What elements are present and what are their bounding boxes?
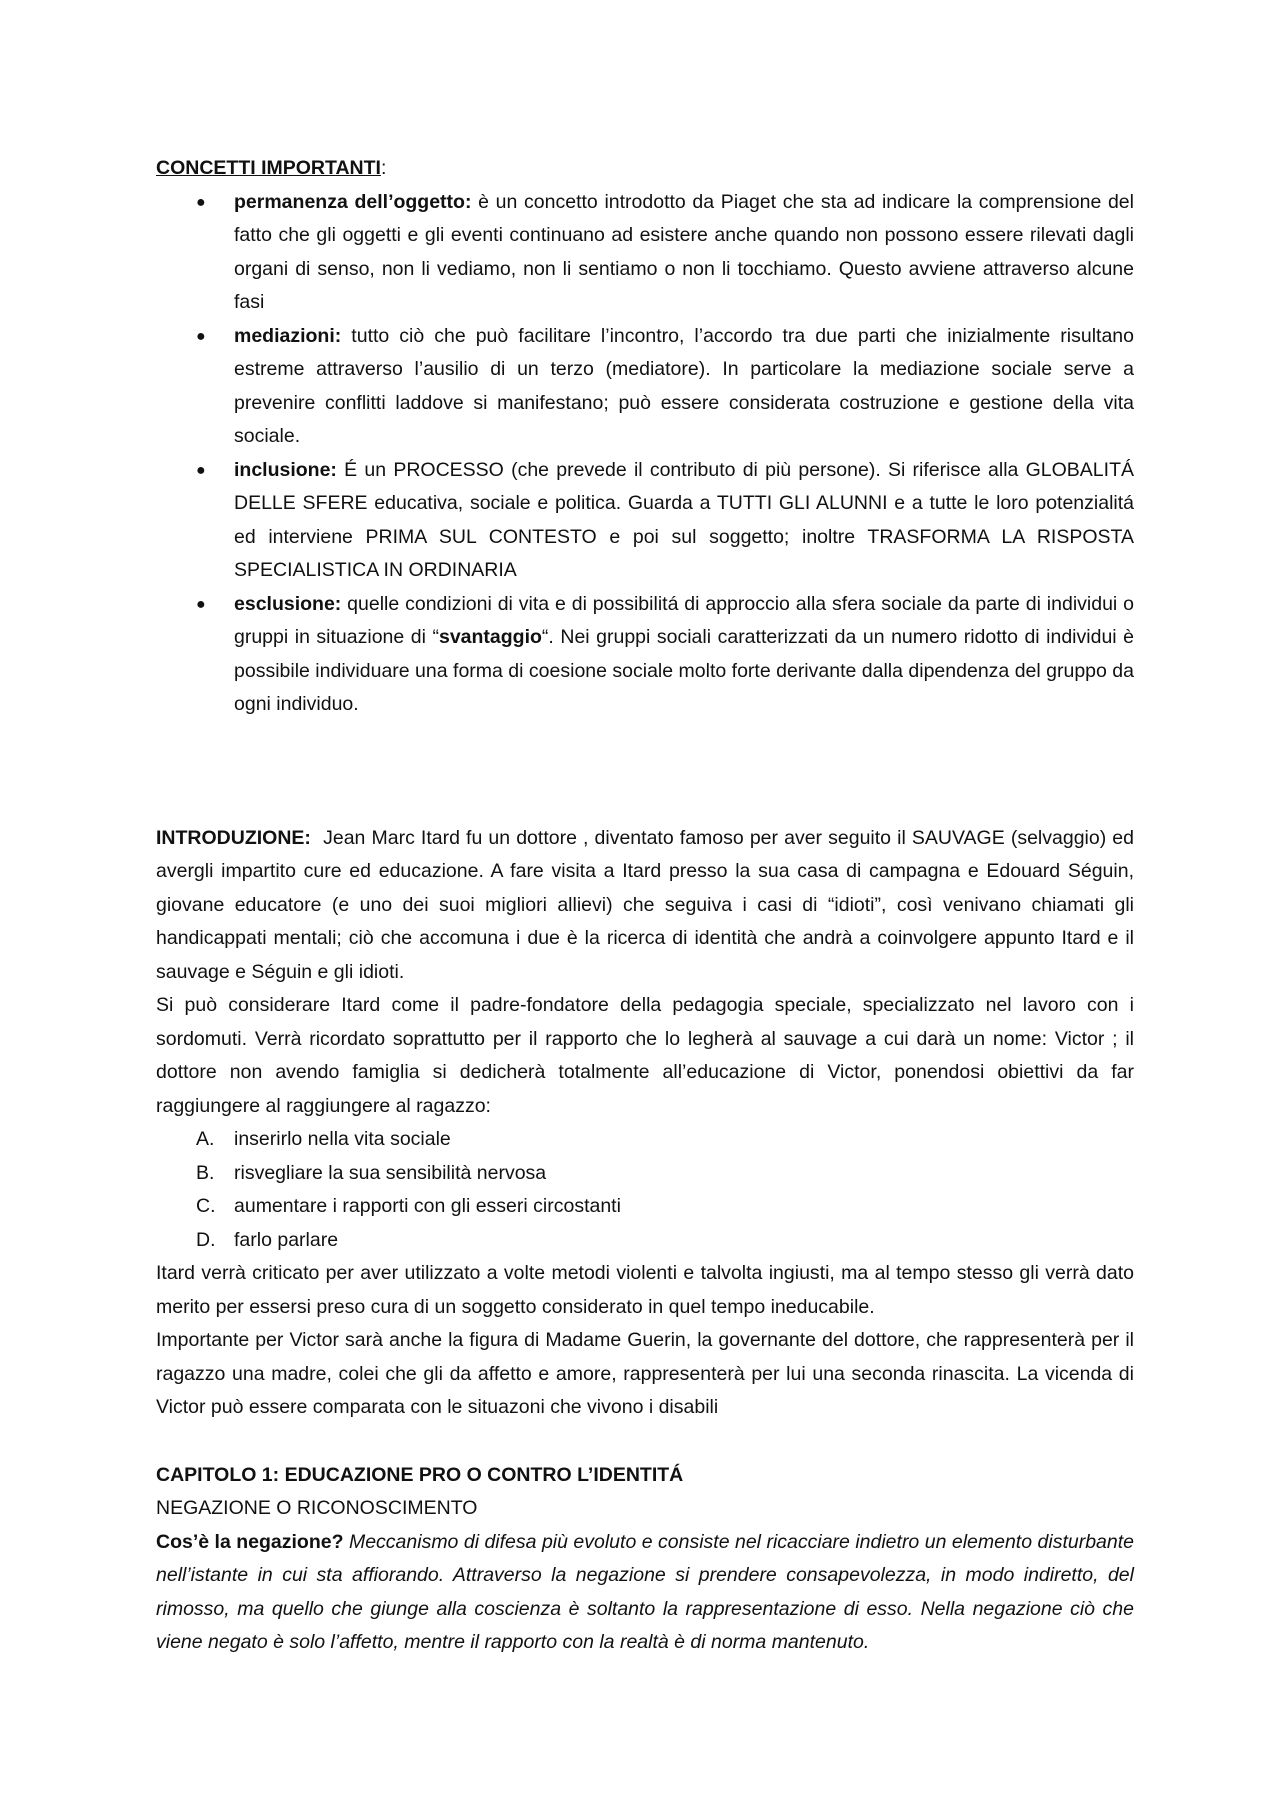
concepts-heading-colon: : xyxy=(380,157,387,179)
list-item xyxy=(196,320,1134,454)
intro-paragraph-3: Itard verrà criticato per aver utilizzato a volte metodi violenti e talvolta ingiusti, ma al tempo stesso gli verrà dato merito per essersi preso cura di un soggetto considerato in quel tempo ineducabile. xyxy=(156,1262,1134,1318)
list-marker: A. xyxy=(196,1128,215,1150)
bullet-icon: ● xyxy=(196,327,206,345)
bullet-icon: ● xyxy=(196,461,206,479)
list-item xyxy=(196,1190,1134,1224)
objective-text: farlo parlare xyxy=(234,1228,339,1251)
chapter-title-text: CAPITOLO 1: EDUCAZIONE PRO O CONTRO L’IDENTITÁ xyxy=(156,1463,684,1486)
concept-text: É un PROCESSO (che prevede il contributo di più persone). Si riferisce alla GLOBALITÁ DELLE SFERE educativa, sociale e politica. Guarda a TUTTI GLI ALUNNI e a tutte le loro potenzialitá ed interviene PRIMA SUL CONTESTO e poi sul soggetto; inoltre TRASFORMA LA RISPOSTA SPECIALISTICA IN ORDINARIA xyxy=(234,458,1134,581)
list-item xyxy=(196,1157,1134,1191)
concept-text: è un concetto introdotto da Piaget che sta ad indicare la comprensione del fatto che gli oggetti e gli eventi continuano ad esistere anche quando non possono essere rilevati dagli organi di senso, non li vediamo, non li sentiamo o non li tocchiamo. Questo avviene attraverso alcune fasi xyxy=(234,190,1134,313)
intro-label: INTRODUZIONE: xyxy=(156,826,311,849)
concept-term: inclusione: xyxy=(234,458,337,481)
concept-text: quelle condizioni di vita e di possibilitá di approccio alla sfera sociale da parte di individui o gruppi in situazione di “ xyxy=(234,592,1134,648)
objective-text: inserirlo nella vita sociale xyxy=(234,1128,451,1150)
objective-text: risvegliare la sua sensibilità nervosa xyxy=(234,1161,547,1184)
chapter-subtitle: NEGAZIONE O RICONOSCIMENTO xyxy=(156,1497,478,1519)
concept-bold-word: svantaggio xyxy=(438,626,542,648)
list-item xyxy=(196,454,1134,588)
concept-term: mediazioni: xyxy=(234,324,342,347)
intro-text-1: Jean Marc Itard fu un dottore , diventato famoso per aver seguito il SAUVAGE (selvaggio) ed avergli impartito cure ed educazione. A fare visita a Itard presso la sua casa di campagna e Edouard Séguin, giovane educatore (e uno dei suoi migliori allievi) che seguiva i casi di “idioti”, così venivano chiamati gli handicappati mentali; ciò che accomuna i due è la ricerca di identità che andrà a coinvolgere appunto Itard e il sauvage e Séguin e gli idioti. xyxy=(156,826,1145,983)
chapter-title xyxy=(156,1459,1134,1493)
intro-paragraph-4: Importante per Victor sarà anche la figura di Madame Guerin, la governante del dottore, che rappresenterà per il ragazzo una madre, colei che gli da affetto e amore, rappresenterà per lui una seconda rinascita. La vicenda di Victor può essere comparata con le situazoni che vivono i disabili xyxy=(156,1329,1134,1418)
section-spacer xyxy=(156,722,1134,822)
list-marker: B. xyxy=(196,1161,215,1184)
negation-paragraph xyxy=(156,1526,1134,1660)
bullet-icon: ● xyxy=(196,595,206,613)
document-page xyxy=(156,152,1145,1660)
list-marker: D. xyxy=(196,1228,216,1251)
concepts-heading: CONCETTI IMPORTANTI xyxy=(156,157,381,179)
negation-answer: Meccanismo di difesa più evoluto e consiste nel ricacciare indietro un elemento disturbante nell’istante in cui sta affiorando. Attraverso la negazione si prendere consapevolezza, in modo indiretto, del rimosso, ma quello che giunge alla coscienza è soltanto la rappresentazione di esso. Nella negazione ciò che viene negato è solo l’affetto, mentre il rapporto con la realtà è di norma mantenuto. xyxy=(156,1530,1134,1653)
negation-question: Cos’è la negazione? xyxy=(156,1530,344,1553)
intro-paragraph-2: Si può considerare Itard come il padre-fondatore della pedagogia speciale, specializzato nel lavoro con i sordomuti. Verrà ricordato soprattutto per il rapporto che lo legherà al sauvage a cui darà un nome: Victor ; il dottore non avendo famiglia si dedicherà totalmente all’educazione di Victor, ponendosi obiettivi da far raggiungere al raggiungere al ragazzo: xyxy=(156,994,1134,1117)
objective-text: aumentare i rapporti con gli esseri circostanti xyxy=(234,1195,621,1217)
section-spacer xyxy=(156,1425,1134,1459)
concepts-list xyxy=(156,186,1134,722)
concepts-heading-line xyxy=(156,152,1134,186)
list-marker: C. xyxy=(196,1195,216,1217)
list-item xyxy=(196,1224,1134,1258)
concept-term: permanenza dell’oggetto: xyxy=(234,190,472,213)
concept-text: “. Nei gruppi sociali caratterizzati da un numero ridotto di individui è possibile individuare una forma di coesione sociale molto forte derivante dalla dipendenza del gruppo da ogni individuo. xyxy=(234,626,1134,715)
list-item xyxy=(196,588,1134,722)
concept-term: esclusione: xyxy=(234,592,342,615)
list-item xyxy=(196,1123,1134,1157)
bullet-icon: ● xyxy=(196,193,206,211)
objectives-list xyxy=(156,1123,1134,1257)
intro-paragraph-1 xyxy=(156,822,1145,990)
list-item xyxy=(196,186,1134,320)
concept-text: tutto ciò che può facilitare l’incontro, l’accordo tra due parti che inizialmente risultano estreme attraverso l’ausilio di un terzo (mediatore). In particolare la mediazione sociale serve a prevenire conflitti laddove si manifestano; può essere considerata costruzione e gestione della vita sociale. xyxy=(234,324,1134,447)
